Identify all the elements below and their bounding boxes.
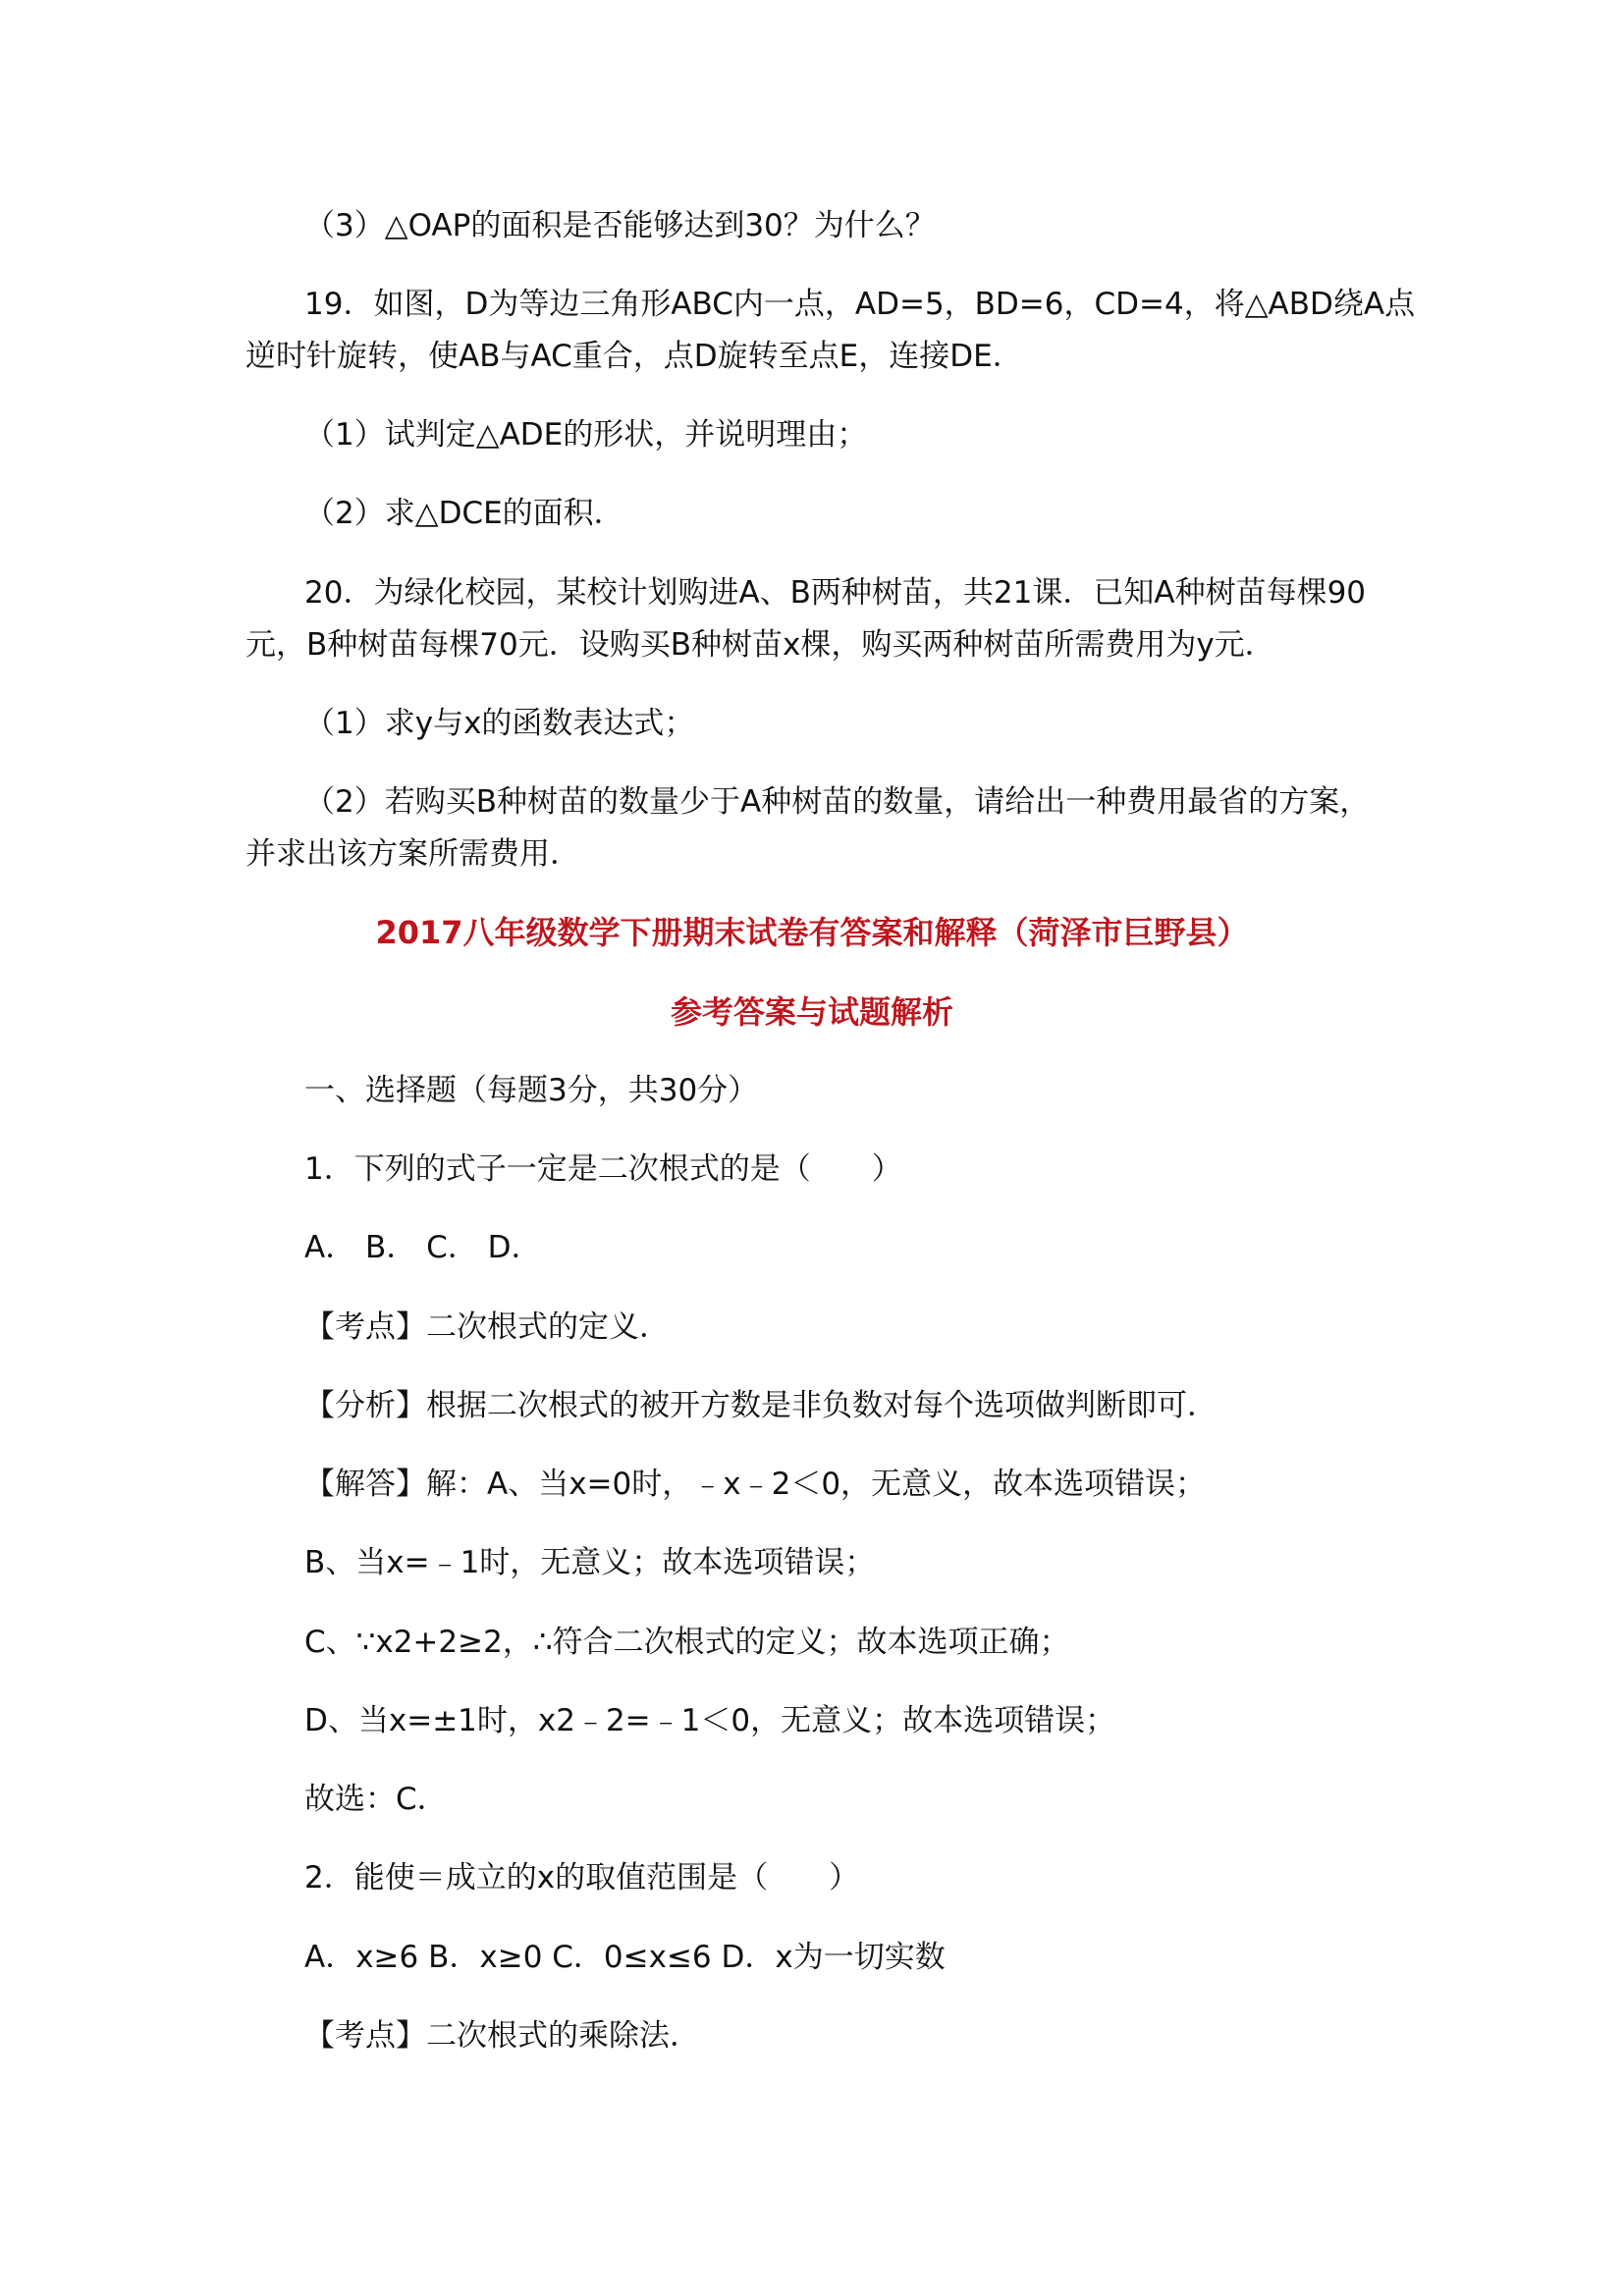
q19-stem-line2: 逆时针旋转，使AB与AC重合，点D旋转至点E，连接DE． [245, 339, 1023, 374]
q2-stem: 2．能使＝成立的x的取值范围是（ ） [304, 1860, 860, 1896]
q2-options: A．x≥6 B．x≥0 C．0≤x≤6 D．x为一切实数 [304, 1940, 946, 1975]
q19-part1: （1）试判定△ADE的形状，并说明理由； [304, 417, 868, 453]
q1-options: A． B． C． D． [304, 1230, 542, 1265]
q1-topic: 【考点】二次根式的定义． [304, 1309, 670, 1345]
q2-topic: 【考点】二次根式的乘除法． [304, 2018, 700, 2054]
q1-answer: 故选：C． [304, 1782, 448, 1817]
section-heading-choice: 一、选择题（每题3分，共30分） [304, 1073, 759, 1108]
q20-stem-line1: 20．为绿化校园，某校计划购进A、B两种树苗，共21课．已知A种树苗每棵90 [304, 575, 1367, 611]
q1-solution-a: 【解答】解：A、当x=0时，﹣x﹣2＜0，无意义，故本选项错误； [304, 1467, 1207, 1502]
q1-solution-d: D、当x=±1时，x2﹣2=﹣1＜0，无意义；故本选项错误； [304, 1703, 1116, 1738]
q20-part2-line1: （2）若购买B种树苗的数量少于A种树苗的数量，请给出一种费用最省的方案， [304, 784, 1371, 820]
q20-part2-line2: 并求出该方案所需费用． [245, 836, 580, 872]
q18-part3: （3）△OAP的面积是否能够达到30？为什么？ [304, 208, 936, 243]
q1-solution-b: B、当x=﹣1时，无意义；故本选项错误； [304, 1545, 876, 1580]
q20-stem-line2: 元，B种树苗每棵70元．设购买B种树苗x棵，购买两种树苗所需费用为y元． [245, 627, 1275, 663]
q1-solution-c: C、∵x2+2≥2，∴符合二次根式的定义；故本选项正确； [304, 1625, 1070, 1660]
q1-stem: 1．下列的式子一定是二次根式的是（ ） [304, 1151, 902, 1187]
q1-analysis: 【分析】根据二次根式的被开方数是非负数对每个选项做判断即可． [304, 1388, 1218, 1423]
q19-part2: （2）求△DCE的面积． [304, 496, 624, 531]
q19-stem-line1: 19．如图，D为等边三角形ABC内一点，AD=5，BD=6，CD=4，将△ABD绕A点 [304, 287, 1416, 322]
q20-part1: （1）求y与x的函数表达式； [304, 706, 695, 741]
answer-section-title: 2017八年级数学下册期末试卷有答案和解释（菏泽市巨野县） [375, 914, 1249, 951]
answer-section-subtitle: 参考答案与试题解析 [670, 993, 953, 1031]
